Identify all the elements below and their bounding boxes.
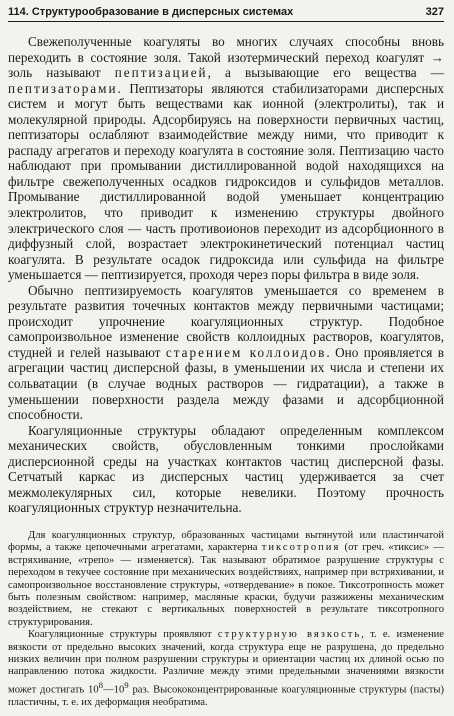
paragraph-thixotropy: Для коагуляционных структур, образованных частицами вытянутой или пластинчатой формы, а также цепочечными агрегатами, характерна тиксотропия (от греч. «тиксис» — встряхивание, «трепо» — изменяется). Так называют обратимое разрушение структуры с переходом в текучее состояние при механических воздействиях, например при встряхивании, и самопроизвольное восстановление структуры, «отвердевание» в покое. Тиксотропность может быть полезным свойством: например, масляные краски, будучи разжижены механическим воздействием, не стекают с вертикальных поверхностей в результате тиксотропного структурирования. [8,529,444,628]
paragraph-peptization: Свежеполученные коагуляты во многих случаях способны вновь переходить в состояние золя. Такой изотермический переход коагулят → золь называют пептизацией, а вызывающие его вещества — пептизаторами. Пептизаторы являются стабилизаторами дисперсных систем и могут быть веществами как ионной (электролиты), так и молекулярной природы. Адсорбируясь на поверхности первичных частиц, пептизаторы ослабляют взаимодействие между ними, что приводит к распаду агрегатов и переходу коагулята в состояние золя. Пептизацию часто наблюдают при промывании дистиллированной водой находящихся на фильтре свежеполученных осадков гидроксидов и сульфидов металлов. Промывание дистиллированной водой уменьшает концентрацию электролитов, что приводит к изменению структуры двойного электрического слоя — часть противоионов переходит из адсорбционного в диффузный слой, возрастает электрокинетический потенциал частиц коагулята. В результате осадок гидроксида или сульфида на фильтре уменьшается — пептизируется, проходя через поры фильтра в виде золя. [8,34,444,283]
small-print-section [8,530,444,709]
page-number: 327 [425,6,444,18]
term-thixotropy: тиксотропия [261,542,341,554]
term-aging-colloids: старением коллоидов [165,344,327,360]
paragraph-aging: Обычно пептизируемость коагулятов уменьшается со временем в результате развития точечных контактов между первичными частицами; происходит упрочнение коагуляционных структур. Подобное самопроизвольное изменение свойств коллоидных растворов, коагулятов, студней и гелей называют старением коллоидов. Оно проявляется в агрегации частиц дисперсной фазы, в уменьшении их числа и степени их сольватации (в случае водных растворов — гидратации), а также в уменьшении поверхности раздела между фазами и адсорбционной способности. [8,282,445,423]
running-header [8,6,444,22]
main-text [8,34,444,516]
paragraph-coagulation-structures: Коагуляционные структуры обладают определенным комплексом механических свойств, обусловленным тонкими прослойками дисперсионной среды на участках контактов частиц дисперсной фазы. Сетчатый каркас из дисперсных частиц удерживается за счет межмолекулярных сил, которые невелики. Поэтому прочность коагуляционных структур незначительна. [8,422,444,516]
exponent-9: 9 [124,679,129,690]
exponent-8: 8 [98,679,104,690]
term-structural-viscosity: структурную вязкость [217,629,362,641]
page-body [8,34,444,709]
term-peptization: пептизацией [114,65,208,81]
paragraph-structural-viscosity: Коагуляционные структуры проявляют структурную вязкость, т. е. изменение вязкости от предельно высоких значений, когда структура еще не разрушена, до предельно низких величин при полном разрушении структуры и ориентации частиц их длиной осью по направлению потока жидкости. Различие между этими предельными значениями вязкости может достигать $10^8—10^9$ раз. Высококонцентрированные коагуляционные структуры (пасты) пластичны, т. е. их деформация необратима. [8,629,444,708]
section-title: 114. Структурообразование в дисперсных системах [8,6,294,18]
term-peptizers: пептизаторами [8,80,118,96]
